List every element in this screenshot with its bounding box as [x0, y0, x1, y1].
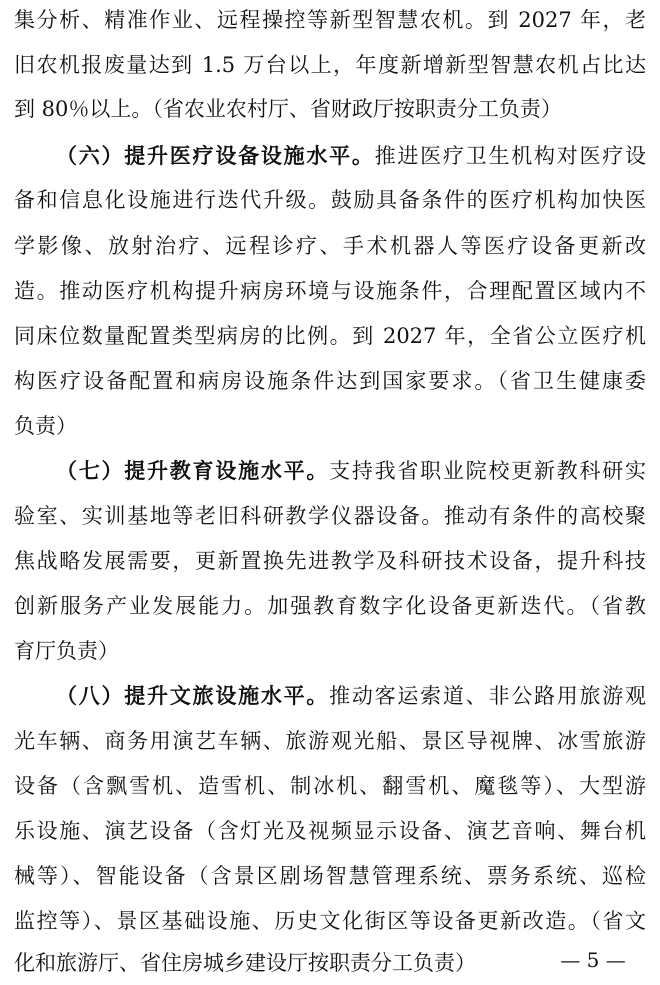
paragraph-4-line-1 — [56, 678, 646, 714]
paragraph-4-line-6: 监控等）、景区基础设施、历史文化街区等设备更新改造。（省文 — [14, 909, 646, 933]
page-number: — 5 — — [560, 948, 626, 972]
paragraph-3-line-1 — [56, 453, 646, 489]
paragraph-4-line-5: 械等）、智能设备（含景区剧场智慧管理系统、票务系统、巡检 — [14, 864, 646, 888]
paragraph-3-line-2: 验室、实训基地等老旧科研教学仪器设备。推动有条件的高校聚 — [14, 504, 646, 528]
section-heading-6: （六）提升医疗设备设施水平。 — [56, 143, 375, 168]
paragraph-1-line-2: 旧农机报废量达到 1.5 万台以上，年度新增新型智慧农机占比达 — [14, 53, 646, 77]
paragraph-2-line-1-text: 推进医疗卫生机构对医疗设 — [374, 144, 646, 168]
paragraph-4-line-3: 设备（含飘雪机、造雪机、制冰机、翻雪机、魔毯等）、大型游 — [14, 774, 646, 798]
paragraph-2-line-2: 备和信息化设施进行迭代升级。鼓励具备条件的医疗机构加快医 — [14, 188, 646, 212]
paragraph-2-line-3: 学影像、放射治疗、远程诊疗、手术机器人等医疗设备更新改 — [14, 234, 646, 258]
paragraph-4-line-1-text: 推动客运索道、非公路用旅游观 — [329, 684, 646, 708]
paragraph-2-line-5: 同床位数量配置类型病房的比例。到 2027 年，全省公立医疗机 — [14, 324, 646, 348]
paragraph-3-line-4: 创新服务产业发展能力。加强教育数字化设备更新迭代。（省教 — [14, 594, 646, 618]
paragraph-4-line-2: 光车辆、商务用演艺车辆、旅游观光船、景区导视牌、冰雪旅游 — [14, 729, 646, 753]
paragraph-2-line-7: 负责） — [14, 414, 77, 438]
paragraph-4-line-4: 乐设施、演艺设备（含灯光及视频显示设备、演艺音响、舞台机 — [14, 819, 646, 843]
paragraph-2-line-6: 构医疗设备配置和病房设施条件达到国家要求。（省卫生健康委 — [14, 369, 646, 393]
paragraph-1-line-1: 集分析、精准作业、远程操控等新型智慧农机。到 2027 年，老 — [14, 8, 646, 32]
paragraph-1-line-3: 到 80％以上。（省农业农村厅、省财政厅按职责分工负责） — [14, 97, 562, 121]
section-heading-7: （七）提升教育设施水平。 — [56, 458, 330, 483]
paragraph-3-line-1-text: 支持我省职业院校更新教科研实 — [329, 459, 646, 483]
section-heading-8: （八）提升文旅设施水平。 — [56, 683, 330, 708]
paragraph-2-line-4: 造。推动医疗机构提升病房环境与设施条件，合理配置区域内不 — [14, 279, 646, 303]
paragraph-3-line-5: 育厅负责） — [14, 639, 119, 663]
paragraph-4-line-7: 化和旅游厅、省住房城乡建设厅按职责分工负责） — [14, 951, 476, 975]
paragraph-2-line-1 — [56, 138, 646, 174]
paragraph-3-line-3: 焦战略发展需要，更新置换先进教学及科研技术设备，提升科技 — [14, 549, 646, 573]
